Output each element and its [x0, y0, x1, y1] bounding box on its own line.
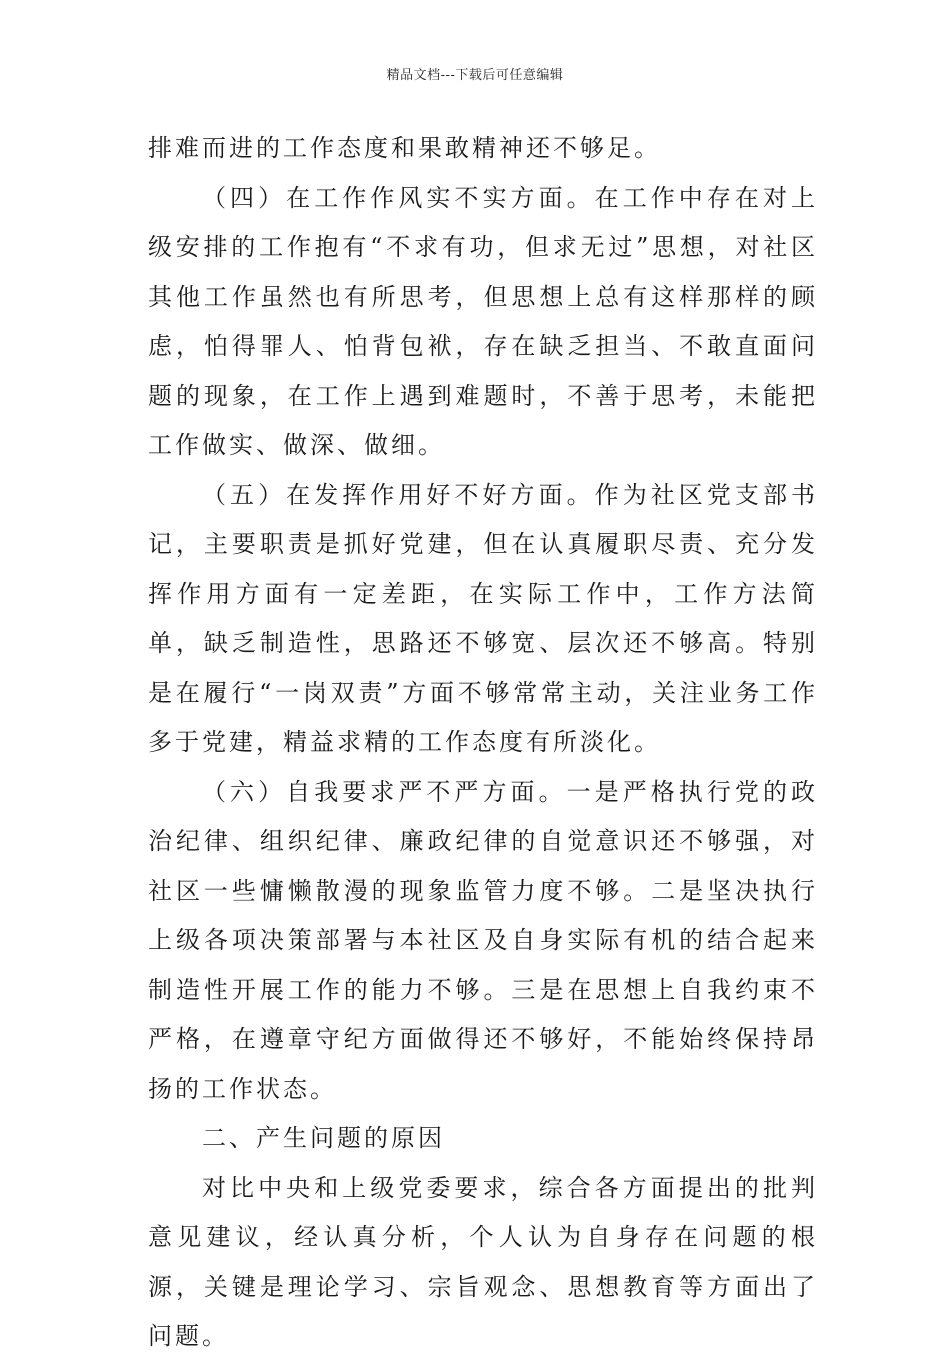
paragraph-continuation: 排难而进的工作态度和果敢精神还不够足。: [148, 134, 661, 162]
page-header: 精品文档---下载后可任意编辑: [386, 68, 564, 83]
paragraph-causes-intro: 对比中央和上级党委要求，综合各方面提出的批判意见建议，经认真分析，个人认为自身存在问题的根源，关键是理论学习、宗旨观念、思想教育等方面出了问题。: [148, 1173, 818, 1350]
paragraph-section-five: （五）在发挥作用好不好方面。作为社区党支部书记，主要职责是抓好党建，但在认真履职尽责、充分发挥作用方面有一定差距，在实际工作中，工作方法简单，缺乏制造性，思路还不够宽、层次还不够高。特别是在履行“一岗双责”方面不够常常主动，关注业务工作多于党建，精益求精的工作态度有所淡化。: [148, 480, 818, 756]
section-heading-causes: 二、产生问题的原因: [202, 1124, 445, 1152]
paragraph-section-four: （四）在工作作风实不实方面。在工作中存在对上级安排的工作抱有“不求有功，但求无过”思想，对社区其他工作虽然也有所思考，但思想上总有这样那样的顾虑，怕得罪人、怕背包袱，存在缺乏担当、不敢直面问题的现象，在工作上遇到难题时，不善于思考，未能把工作做实、做深、做细。: [148, 183, 818, 459]
paragraph-section-six: （六）自我要求严不严方面。一是严格执行党的政治纪律、组织纪律、廉政纪律的自觉意识还不够强，对社区一些慵懒散漫的现象监管力度不够。二是坚决执行上级各项决策部署与本社区及自身实际有机的结合起来制造性开展工作的能力不够。三是在思想上自我约束不严格，在遵章守纪方面做得还不够好，不能始终保持昂扬的工作状态。: [148, 777, 818, 1103]
document-body: [148, 124, 818, 1362]
